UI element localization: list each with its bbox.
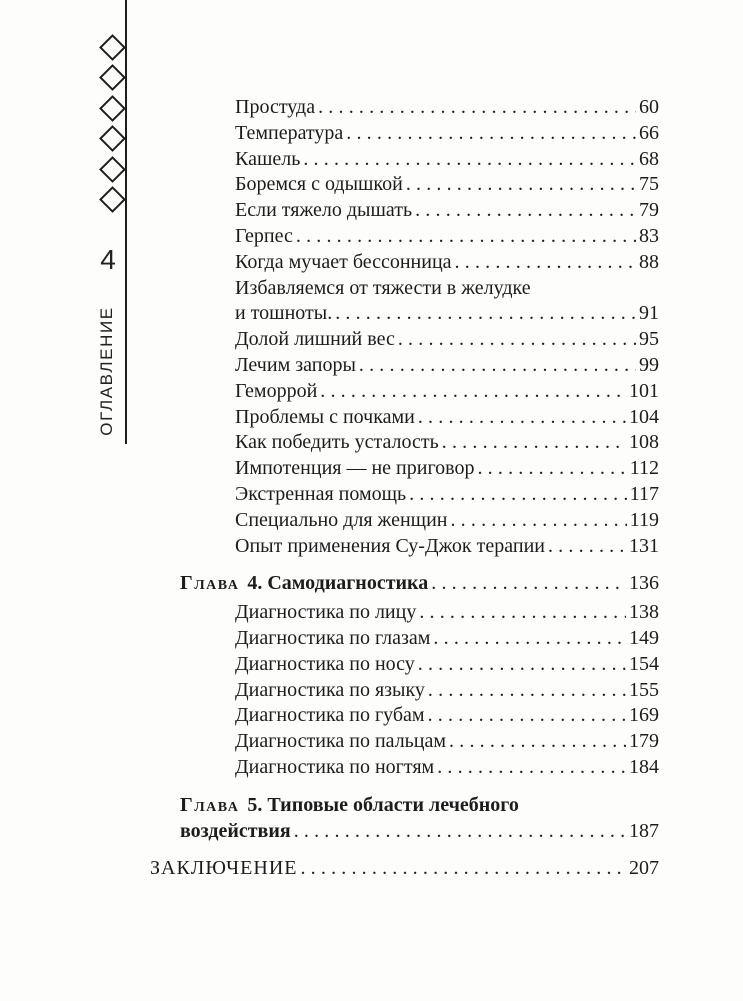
toc-page-number: 95 — [639, 328, 659, 351]
toc-page-number: 155 — [629, 678, 659, 701]
toc-entry-title: Специально для женщин — [235, 508, 448, 531]
toc-page-number: 136 — [629, 572, 659, 595]
toc-page-number: 154 — [629, 652, 659, 675]
toc-entry — [150, 224, 659, 250]
chapter-prefix: Глава — [180, 793, 240, 816]
toc-page-number: 83 — [639, 224, 659, 247]
toc-row — [180, 571, 659, 597]
toc-entry — [150, 793, 659, 845]
toc-row — [235, 95, 659, 121]
toc-page-number: 187 — [629, 819, 659, 842]
toc-entry-title: Диагностика по глазам — [235, 626, 431, 649]
margin-rule — [125, 0, 127, 444]
toc-entry-title: Диагностика по носу — [235, 652, 415, 675]
toc-entry — [150, 379, 659, 405]
toc-entry — [150, 198, 659, 224]
toc-entry-title: и тошноты. — [235, 302, 333, 325]
toc-page-number: 104 — [629, 405, 659, 428]
toc-entry-title: Диагностика по языку — [235, 678, 425, 701]
toc-row — [235, 508, 659, 534]
dot-leader — [293, 224, 636, 250]
toc-entry — [150, 600, 659, 626]
dot-leader — [395, 327, 636, 353]
toc-entry — [150, 405, 659, 431]
toc-entry-title: воздействия — [180, 819, 291, 842]
toc-row — [235, 482, 659, 508]
chapter-prefix: Глава — [180, 572, 240, 595]
toc-entry-title: Опыт применения Су-Джок терапии — [235, 534, 545, 557]
toc-row — [235, 327, 659, 353]
toc-entry — [150, 571, 659, 597]
toc-entry-title: Как победить усталость — [235, 431, 439, 454]
toc-page-number: 169 — [629, 704, 659, 727]
toc-row — [235, 729, 659, 755]
toc-entry-title: ЗАКЛЮЧЕНИЕ — [150, 857, 298, 880]
toc-entry — [150, 353, 659, 379]
dot-leader — [315, 95, 636, 121]
toc-entry — [150, 652, 659, 678]
toc-row — [235, 353, 659, 379]
dot-leader — [452, 250, 636, 276]
toc-row — [235, 703, 659, 729]
dot-leader — [343, 121, 636, 147]
toc-page-number: 75 — [639, 173, 659, 196]
dot-leader — [297, 856, 626, 882]
dot-leader — [545, 534, 626, 560]
toc-page-number: 119 — [629, 508, 659, 531]
toc-row — [180, 793, 659, 819]
dot-leader — [403, 172, 636, 198]
toc-row — [235, 456, 659, 482]
toc-entry-title: Диагностика по ногтям — [235, 755, 435, 778]
diamond-icon — [99, 34, 126, 61]
toc-page-number: 108 — [629, 431, 659, 454]
toc-entry-title: Импотенция — не приговор — [235, 457, 475, 480]
toc-entry-title: Простуда — [235, 96, 316, 118]
toc-page-number: 207 — [629, 857, 659, 880]
toc-page-number: 117 — [629, 482, 659, 505]
toc-entry — [150, 508, 659, 534]
toc-page-number: 101 — [629, 379, 659, 402]
toc-entry-title: Экстренная помощь — [235, 482, 407, 505]
toc-row — [235, 678, 659, 704]
toc-row — [235, 121, 659, 147]
dot-leader — [446, 729, 626, 755]
toc-entry — [150, 626, 659, 652]
dot-leader — [415, 405, 626, 431]
toc-page-number: 179 — [629, 730, 659, 753]
diamond-icon — [99, 156, 126, 183]
toc-page-number: 79 — [639, 199, 659, 222]
toc-entry — [150, 678, 659, 704]
toc-entry-title: Избавляемся от тяжести в желудке — [235, 276, 531, 299]
dot-leader — [415, 652, 626, 678]
dot-leader — [439, 430, 626, 456]
toc-row — [235, 301, 659, 327]
toc-row — [235, 430, 659, 456]
toc-entry-title: Когда мучает бессонница — [235, 250, 452, 273]
toc-entry — [150, 121, 659, 147]
dot-leader — [317, 379, 626, 405]
toc-row — [235, 626, 659, 652]
toc-row — [235, 276, 659, 302]
page-number: 4 — [100, 244, 116, 275]
toc-page-number: 184 — [629, 755, 659, 778]
toc-page-number: 99 — [639, 353, 659, 376]
toc-page-number: 112 — [629, 457, 659, 480]
toc-entry-title: 4. Самодиагностика — [247, 572, 429, 595]
diamond-icon — [99, 125, 126, 152]
toc-entry — [150, 95, 659, 121]
toc-entry-title: Диагностика по лицу — [235, 601, 417, 624]
dot-leader — [300, 147, 636, 173]
toc-row — [235, 198, 659, 224]
toc-entry — [150, 482, 659, 508]
toc-entry — [150, 534, 659, 560]
toc-page-number: 149 — [629, 626, 659, 649]
margin-section-label: ОГЛАВЛЕНИЕ — [97, 306, 116, 436]
toc-row — [235, 379, 659, 405]
toc-page-number: 138 — [629, 601, 659, 624]
toc-row — [235, 224, 659, 250]
dot-leader — [291, 819, 626, 845]
toc-row — [235, 147, 659, 173]
toc-row — [235, 600, 659, 626]
dot-leader — [447, 508, 626, 534]
toc-entry — [150, 430, 659, 456]
toc-page-number: 68 — [639, 147, 659, 170]
toc-row — [180, 819, 659, 845]
dot-leader — [430, 626, 626, 652]
toc-entry-title: Проблемы с почками — [235, 405, 415, 428]
toc-row — [235, 405, 659, 431]
toc-entry-title: Геморрой — [235, 379, 318, 402]
toc-entry-title: Кашель — [235, 147, 301, 170]
diamond-icon — [99, 64, 126, 91]
dot-leader — [428, 571, 626, 597]
toc-entry-title: Если тяжело дышать — [235, 199, 413, 222]
toc-page-number: 91 — [639, 302, 659, 325]
dot-leader — [332, 301, 636, 327]
toc-entry-title: Диагностика по пальцам — [235, 730, 447, 753]
toc-row — [150, 856, 659, 882]
diamond-icon — [99, 95, 126, 122]
toc-entry-title: Боремся с одышкой — [235, 173, 403, 196]
toc-row — [235, 172, 659, 198]
toc-entry — [150, 703, 659, 729]
toc-entry-title: 5. Типовые области лечебного — [247, 793, 519, 816]
toc-entry-title: Лечим запоры — [235, 353, 356, 376]
toc-page-number: 66 — [639, 121, 659, 144]
toc-entry-title: Температура — [235, 121, 344, 144]
dot-leader — [406, 482, 627, 508]
toc-entry — [150, 276, 659, 328]
dot-leader — [356, 353, 636, 379]
dot-leader — [425, 678, 626, 704]
toc-entry — [150, 456, 659, 482]
toc-entry — [150, 856, 659, 882]
toc-entry-title: Диагностика по губам — [235, 704, 425, 727]
toc-entry — [150, 327, 659, 353]
toc-page-number: 88 — [639, 250, 659, 273]
toc-entry — [150, 755, 659, 781]
toc-row — [235, 250, 659, 276]
toc-entry — [150, 172, 659, 198]
toc-row — [235, 755, 659, 781]
toc-entry-title: Долой лишний вес — [235, 328, 395, 351]
toc-entry — [150, 147, 659, 173]
toc-entry — [150, 250, 659, 276]
toc-page-number: 60 — [639, 96, 659, 118]
diamond-icon — [99, 186, 126, 213]
dot-leader — [425, 703, 626, 729]
dot-leader — [434, 755, 626, 781]
dot-leader — [474, 456, 626, 482]
dot-leader — [412, 198, 636, 224]
toc-page-number: 131 — [629, 534, 659, 557]
table-of-contents — [150, 95, 659, 882]
toc-entry-title: Герпес — [235, 224, 293, 247]
toc-entry — [150, 729, 659, 755]
toc-row — [235, 652, 659, 678]
toc-row — [235, 534, 659, 560]
dot-leader — [416, 600, 626, 626]
